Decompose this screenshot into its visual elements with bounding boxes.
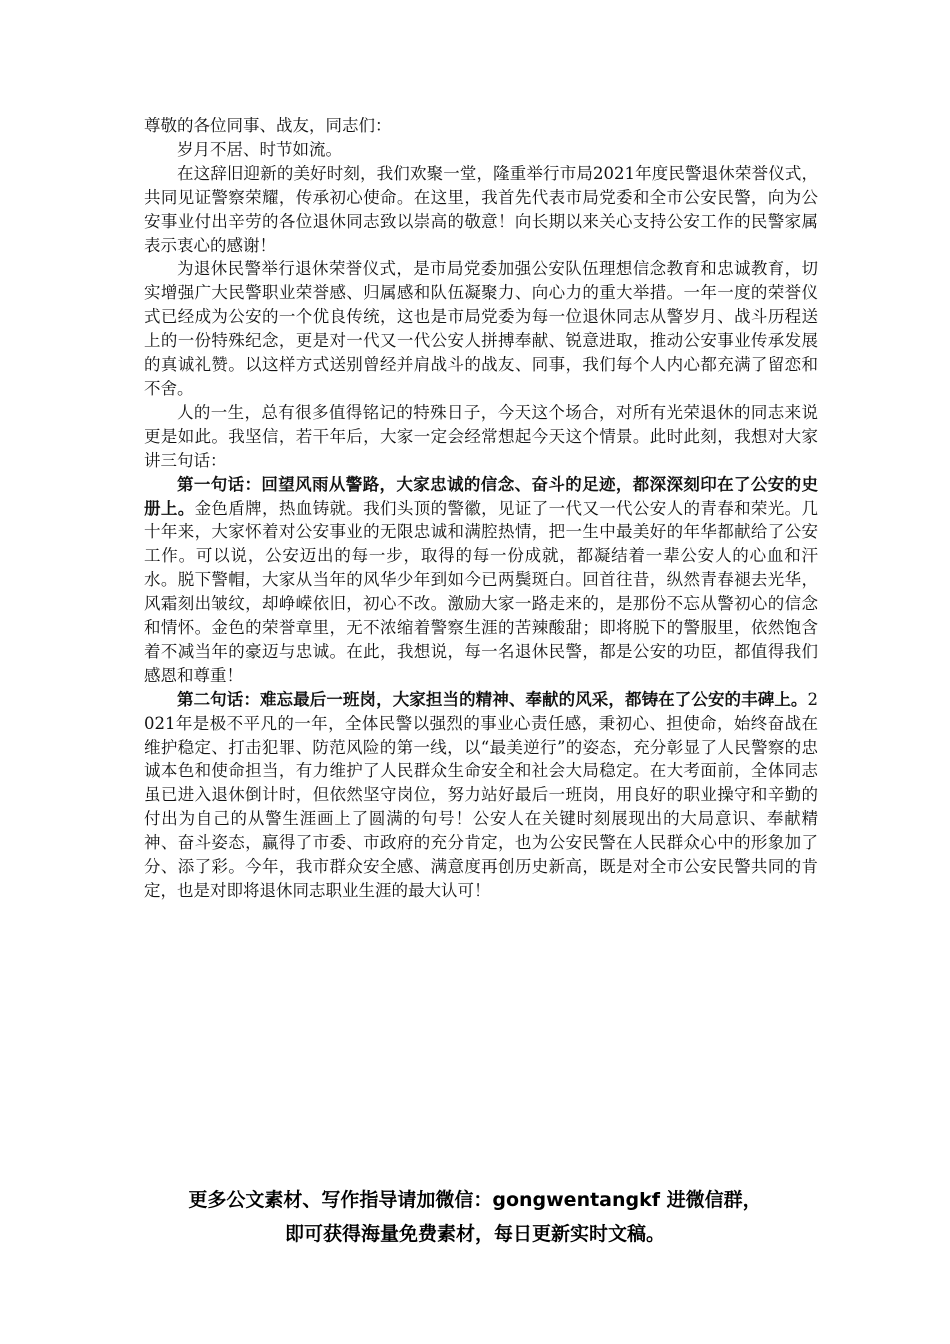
- promo-line-1: 更多公文素材、写作指导请加微信：gongwentangkf 进微信群，: [188, 1189, 762, 1211]
- point-two-heading: 第二句话：难忘最后一班岗，大家担当的精神、奉献的风采，都铸在了公安的丰碑上。: [177, 689, 808, 709]
- paragraph-1: 岁月不居、时节如流。: [177, 139, 342, 159]
- point-one-text: 金色盾牌，热血铸就。我们头顶的警徽，见证了一代又一代公安人的青春和荣光。几十年来，大家怀着对公安事业的无限忠诚和满腔热情，把一生中最美好的年华都献给了公安工作。可以说，公安迈出的每一步，取得的每一份成就，都凝结着一辈公安人的心血和汗水。脱下警帽，大家从当年的风华少年到如今已两鬓斑白。回首往昔，纵然青春褪去光华，风霜刻出皱纹，却峥嵘依旧，初心不改。激励大家一路走来的，是那份不忘从警初心的信念和情怀。金色的荣誉章里，无不浓缩着警察生涯的苦辣酸甜；即将脱下的警服里，依然饱含着不减当年的豪迈与忠诚。在此，我想说，每一名退休民警，都是公安的功臣，都值得我们感恩和尊重！: [144, 498, 819, 685]
- speech-body: [144, 114, 818, 903]
- promo-footer: [60, 1183, 890, 1251]
- point-two-text: 2021年是极不平凡的一年，全体民警以强烈的事业心责任感，秉初心、担使命，始终奋战在维护稳定、打击犯罪、防范风险的第一线，以“最美逆行”的姿态，充分彰显了人民警察的忠诚本色和使命担当，有力维护了人民群众生命安全和社会大局稳定。在大考面前，全体同志虽已进入退休倒计时，但依然坚守岗位，努力站好最后一班岗，用良好的职业操守和辛勤的付出为自己的从警生涯画上了圆满的句号！公安人在关键时刻展现出的大局意识、奉献精神、奋斗姿态，赢得了市委、市政府的充分肯定，也为公安民警在人民群众心中的形象加了分、添了彩。今年，我市群众安全感、满意度再创历史新高，既是对全市公安民警共同的肯定，也是对即将退休同志职业生涯的最大认可！: [144, 689, 818, 900]
- point-one-heading: 第一句话：回望风雨从警路，大家忠诚的信念、奋斗的足迹，都深深刻印在了公安的史册上。: [144, 474, 818, 518]
- paragraph-6: [144, 688, 818, 903]
- paragraph-3: 为退休民警举行退休荣誉仪式，是市局党委加强公安队伍理想信念教育和忠诚教育，切实增强广大民警职业荣誉感、归属感和队伍凝聚力、向心力的重大举措。一年一度的荣誉仪式已经成为公安的一个优良传统，这也是市局党委为每一位退休同志从警岁月、战斗历程送上的一份特殊纪念，更是对一代又一代公安人拼搏奉献、锐意进取，推动公安事业传承发展的真诚礼赞。以这样方式送别曾经并肩战斗的战友、同事，我们每个人内心都充满了留恋和不舍。: [144, 259, 818, 398]
- paragraph-2: 在这辞旧迎新的美好时刻，我们欢聚一堂，隆重举行市局2021年度民警退休荣誉仪式，共同见证警察荣耀，传承初心使命。在这里，我首先代表市局党委和全市公安民警，向为公安事业付出辛劳的各位退休同志致以崇高的敬意！向长期以来关心支持公安工作的民警家属表示衷心的感谢！: [144, 163, 818, 255]
- paragraph-5: [144, 473, 818, 688]
- promo-line-2: 即可获得海量免费素材，每日更新实时文稿。: [284, 1223, 665, 1245]
- paragraph-4: 人的一生，总有很多值得铭记的特殊日子，今天这个场合，对所有光荣退休的同志来说更是如此。我坚信，若干年后，大家一定会经常想起今天这个情景。此时此刻，我想对大家讲三句话：: [144, 402, 818, 470]
- salutation: 尊敬的各位同事、战友，同志们：: [144, 116, 392, 135]
